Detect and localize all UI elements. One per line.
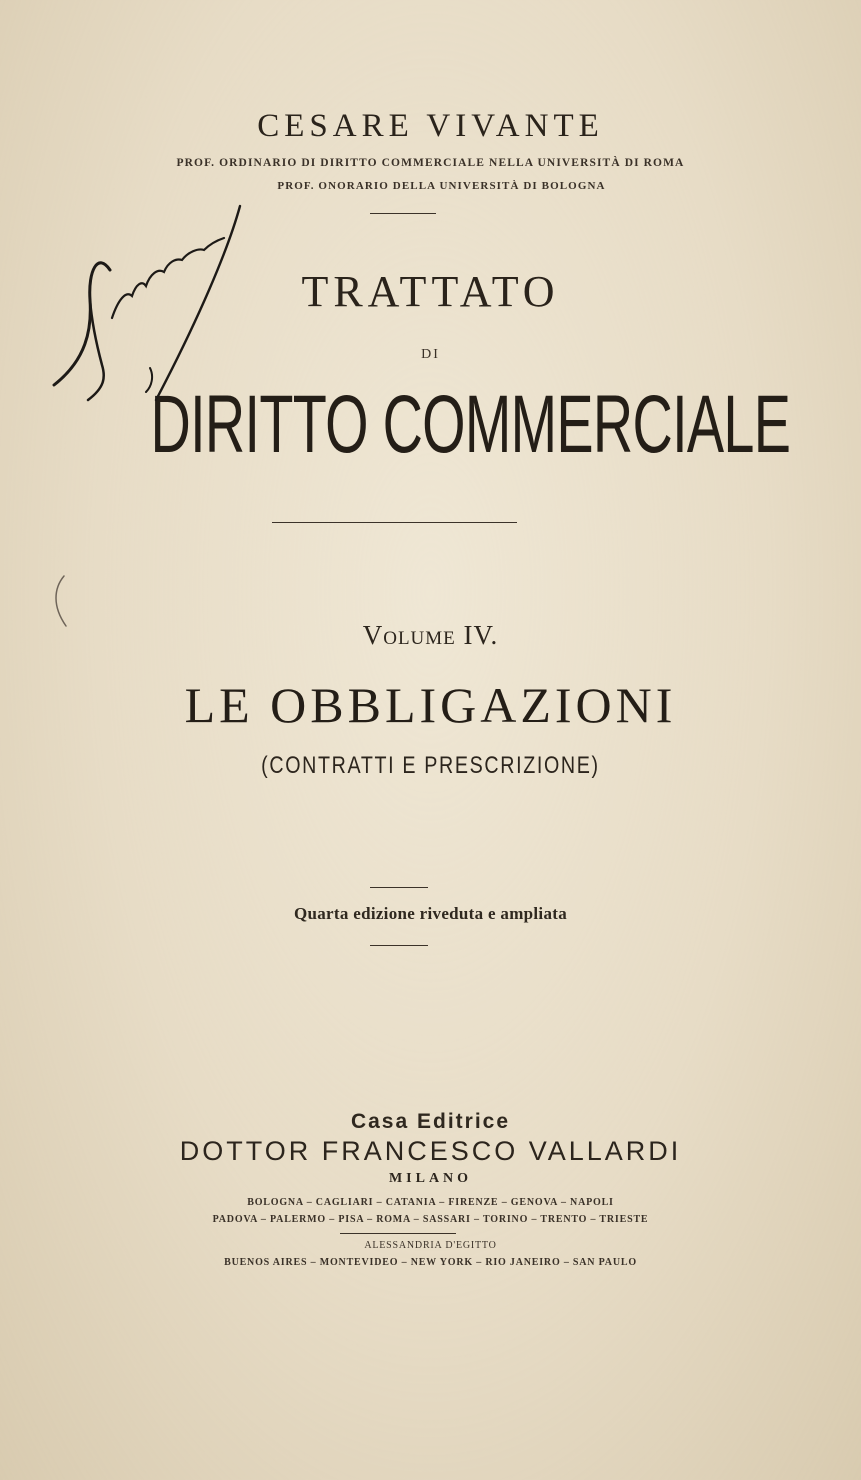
subject-subtitle (0, 752, 861, 780)
subject-subtitle-text: (CONTRATTI E PRESCRIZIONE) (261, 752, 600, 779)
pencil-mark (46, 572, 70, 632)
divider-rule (370, 945, 428, 946)
main-title-text: DIRITTO COMMERCIALE (150, 379, 791, 470)
handwritten-signature (48, 200, 258, 420)
divider-rule (340, 1233, 456, 1234)
publisher-name: DOTTOR FRANCESCO VALLARDI (179, 1136, 682, 1166)
volume-label: Volume IV. (362, 620, 499, 650)
title-line-1: TRATTATO (301, 267, 560, 316)
branch-cities-1: BOLOGNA – CAGLIARI – CATANIA – FIRENZE – GENOVA – NAPOLI (247, 1197, 614, 1208)
subject-title: LE OBBLIGAZIONI (184, 677, 677, 733)
branch-cities-3: ALESSANDRIA D'EGITTO (364, 1240, 497, 1251)
edition-note: Quarta edizione riveduta e ampliata (293, 904, 568, 923)
divider-rule (370, 887, 428, 888)
divider-rule (272, 522, 517, 523)
author-affiliation-1: PROF. ORDINARIO DI DIRITTO COMMERCIALE NELLA UNIVERSITÀ DI ROMA (176, 157, 685, 169)
branch-cities-4: BUENOS AIRES – MONTEVIDEO – NEW YORK – RIO JANEIRO – SAN PAULO (224, 1257, 637, 1268)
divider-rule (370, 213, 436, 214)
title-line-2: DI (421, 347, 440, 362)
publisher-city: MILANO (388, 1171, 473, 1186)
publisher-house-label: Casa Editrice (350, 1110, 511, 1133)
author-name: CESARE VIVANTE (257, 108, 604, 144)
author-affiliation-2: PROF. ONORARIO DELLA UNIVERSITÀ DI BOLOGNA (277, 180, 606, 192)
branch-cities-2: PADOVA – PALERMO – PISA – ROMA – SASSARI – TORINO – TRENTO – TRIESTE (212, 1214, 649, 1225)
